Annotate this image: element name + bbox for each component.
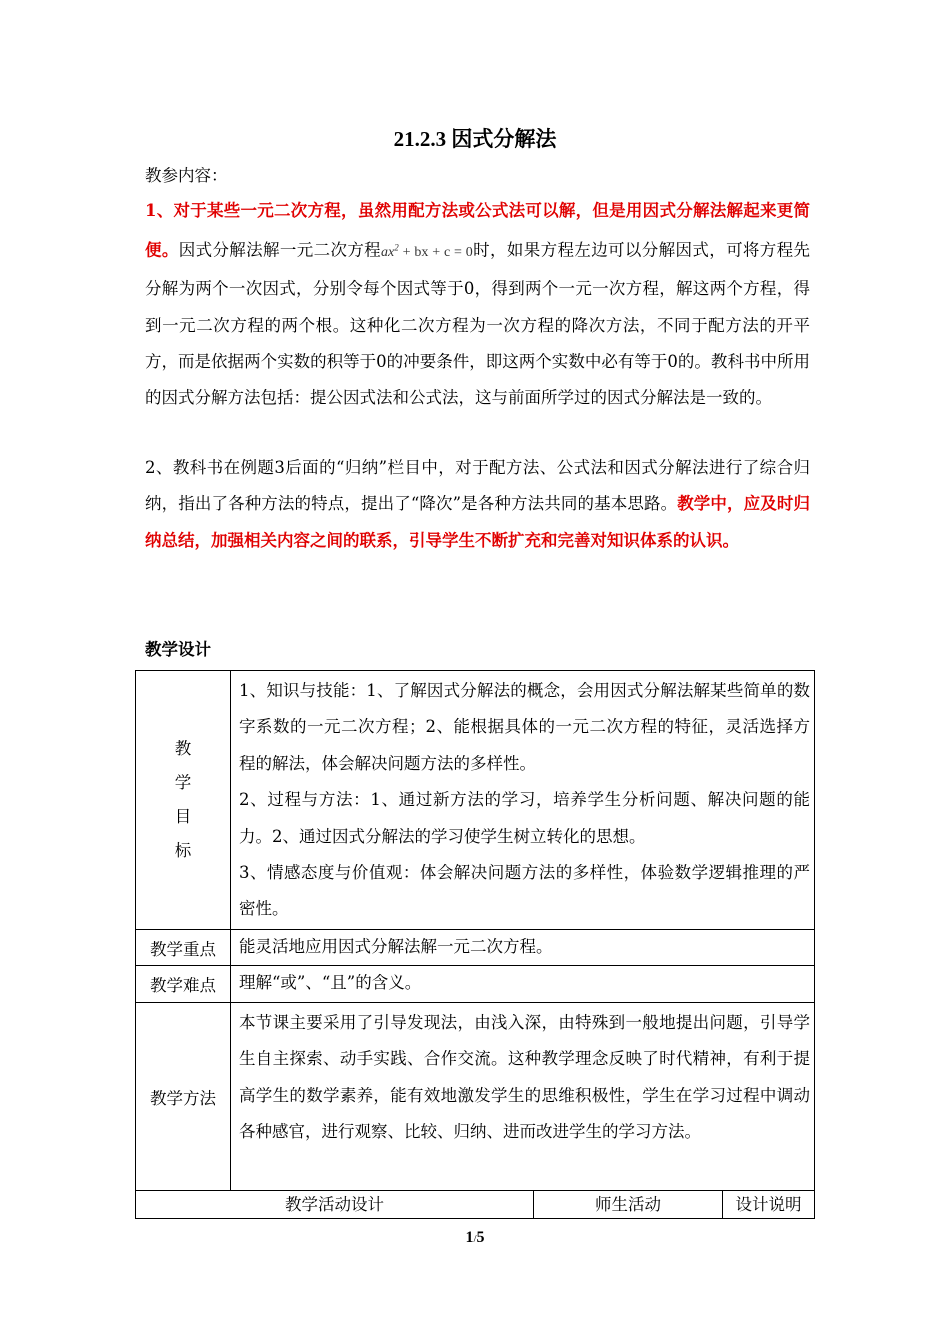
paragraph-1-rest: 时，如果方程左边可以分解因式，可将方程先分解为两个一次因式，分别令每个因式等于0，得到两个一元一次方程，解这两个方程，得到一元二次方程的两个根。这种化二次方程为一次方程的降次方法，不同于配方法的开平方，而是依据两个实数的积等于0的冲要条件，即这两个实数中必有等于0的。教科书中所用的因式分解方法包括：提公因式法和公式法，这与前面所学过的因式分解法是一致的。: [145, 240, 810, 408]
table-row: [136, 966, 815, 1003]
table-row: [136, 671, 815, 930]
section-heading: 教学设计: [145, 640, 211, 659]
page-title: 21.2.3 因式分解法: [393, 127, 557, 151]
paragraph-1-text: 因式分解法解一元二次方程: [178, 240, 382, 260]
paragraph-2: [145, 450, 810, 559]
paragraph-1: [145, 193, 810, 416]
table-row: [136, 930, 815, 966]
table-header-row: [136, 1191, 815, 1219]
difficulty-label: 教学难点: [136, 966, 231, 1003]
highlight-text: 1、对于某些一元二次方程，虽然用配方法或公式法可以解，但是用因式分解法解起来更简便。: [145, 201, 810, 260]
reference-label: 教参内容：: [145, 166, 228, 185]
key-point-label: 教学重点: [136, 930, 231, 966]
goals-label: 教 学 目 标: [136, 671, 231, 930]
goals-cell: 1、知识与技能：1、了解因式分解法的概念，会用因式分解法解某些简单的数字系数的一元二次方程；2、能根据具体的一元二次方程的特征，灵活选择方程的解法，体会解决问题方法的多样性。 2、过程与方法：1、通过新方法的学习，培养学生分析问题、解决问题的能力。2、通过因式分解法的学习使学生树立转化的思想。 3、情感态度与价值观：体会解决问题方法的多样性，体验数学逻辑推理的严密性。: [231, 671, 815, 930]
table-row: [136, 1003, 815, 1191]
column-header: 师生活动: [533, 1191, 722, 1219]
column-header: 设计说明: [722, 1191, 814, 1219]
key-point-cell: 能灵活地应用因式分解法解一元二次方程。: [231, 930, 815, 966]
page-number: 1/5: [465, 1229, 485, 1246]
method-label: 教学方法: [136, 1003, 231, 1191]
paragraph-2-text: 2、教科书在例题3后面的“归纳”栏目中，对于配方法、公式法和因式分解法进行了综合归纳，指出了各种方法的特点，提出了“降次”是各种方法共同的基本思路。: [145, 458, 810, 514]
difficulty-cell: 理解“或”、“且”的含义。: [231, 966, 815, 1003]
lesson-design-table: [135, 670, 815, 1219]
method-cell: 本节课主要采用了引导发现法，由浅入深，由特殊到一般地提出问题，引导学生自主探索、动手实践、合作交流。这种教学理念反映了时代精神，有利于提高学生的数学素养，能有效地激发学生的思维积极性，学生在学习过程中调动各种感官，进行观察、比较、归纳、进而改进学生的学习方法。: [231, 1003, 815, 1191]
column-header: 教学活动设计: [136, 1191, 534, 1219]
highlight-text: 教学中，应及时归纳总结，加强相关内容之间的联系，引导学生不断扩充和完善对知识体系的认识。: [145, 494, 810, 550]
quadratic-equation: $ax^2$ + bx + c = 0: [381, 242, 473, 260]
